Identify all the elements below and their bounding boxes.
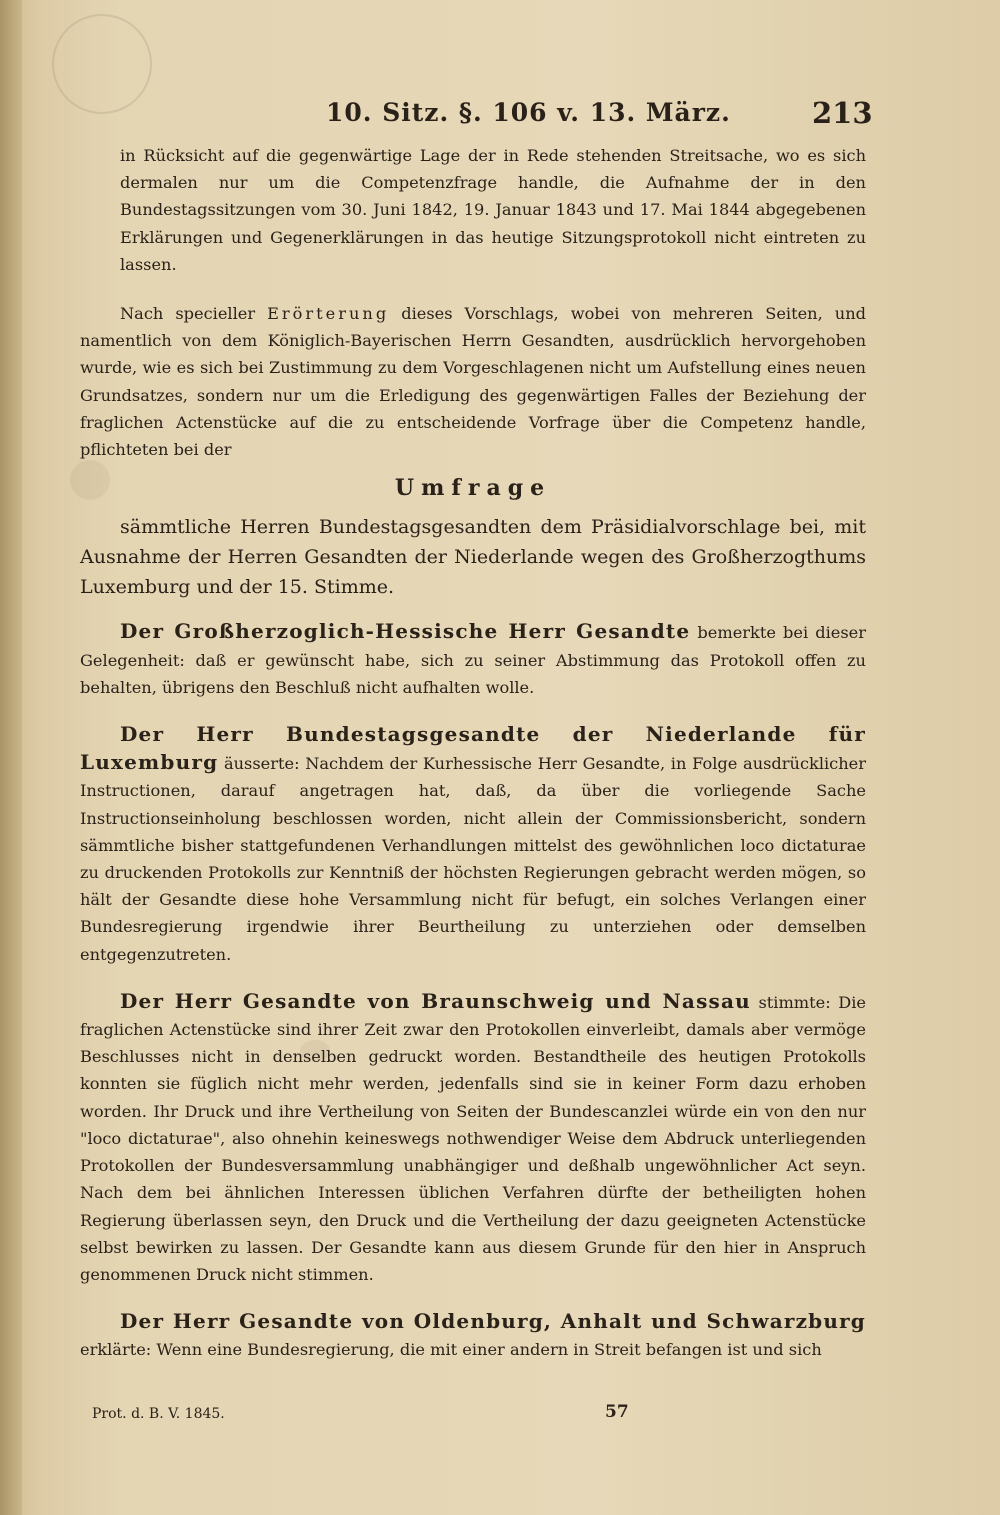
emphasized-word: Erörterung bbox=[267, 304, 390, 324]
paragraph-hessen bbox=[80, 618, 866, 701]
speaker-name: Der Herr Gesandte von Braunschweig und Nassau bbox=[120, 988, 751, 1013]
paragraph-vote-result: sämmtliche Herren Bundestagsgesandten dem Präsidialvorschlage bei, mit Ausnahme der Herren Gesandten der Niederlande wegen des Großherzogthums Luxemburg und der 15. Stimme. bbox=[80, 516, 866, 599]
sheet-number: 57 bbox=[605, 1402, 629, 1422]
paragraph-continuation: in Rücksicht auf die gegenwärtige Lage der in Rede stehenden Streitsache, wo es sich dermalen nur um die Competenzfrage handle, die Aufnahme der in den Bundestagssitzungen vom 30. Juni 1842, 19. Januar 1843 und 17. Mai 1844 abgegebenen Erklärungen und Gegenerklärungen in das heutige Sitzungsprotokoll nicht eintreten zu lassen. bbox=[120, 146, 866, 274]
speaker-name: Der Herr Bundestagsgesandte der Niederlande für Luxemburg bbox=[80, 722, 866, 775]
text-run: äusserte: Nachdem der Kurhessische Herr Gesandte, in Folge ausdrücklicher Instructionen, darauf angetragen hat, daß, da über die vorliegende Sache Instructionseinholung beschlossen worden, nicht allein der Commissionsbericht, sondern sämmtliche bisher stattgefundenen Verhandlungen mittelst des gewöhnlichen loco dictaturae zu druckenden Protokolls zur Kenntniß der höchsten Regierungen gebracht werden mögen, so hält der Gesandte diese hohe Versammlung nicht für befugt, ein solches Verlangen einer Bundesregierung irgendwie ihrer Beurtheilung zu unterziehen oder demselben entgegenzutreten. bbox=[80, 754, 866, 964]
running-head: 10. Sitz. §. 106 v. 13. März. bbox=[326, 98, 731, 127]
page-footer bbox=[0, 1400, 1000, 1430]
footer-signature: Prot. d. B. V. 1845. bbox=[92, 1406, 225, 1422]
running-header bbox=[0, 92, 1000, 136]
speaker-name: Der Großherzoglich-Hessische Herr Gesandte bbox=[120, 619, 691, 644]
text-run: Nach specieller bbox=[120, 304, 268, 324]
paragraph-oldenburg bbox=[80, 1308, 866, 1363]
text-run: stimmte: Die fraglichen Actenstücke sind ihrer Zeit zwar den Protokollen einverleibt, damals aber vermöge Beschlusses nicht in denselben gedruckt worden. Bestandtheile des heutigen Protokolls konnten sie füglich nicht mehr werden, jedenfalls sind sie in keiner Form dazu erhoben worden. Ihr Druck und ihre Vertheilung von Seiten der Bundescanzlei würde ein von den nur "loco dictaturae", also ohnehin keineswegs nothwendiger Weise dem Abdruck unterliegenden Protokollen der Bundesversammlung unabhängiger und deßhalb ungewöhnlicher Act seyn. Nach dem bei ähnlichen Interessen üblichen Verfahren dürfte der betheiligten hohen Regierung überlassen seyn, den Druck und die Vertheilung der dazu geeigneten Actenstücke selbst bewirken zu lassen. Der Gesandte kann aus diesem Grunde für den hier in Anspruch genommenen Druck nicht stimmen. bbox=[80, 992, 866, 1284]
section-heading-umfrage: Umfrage bbox=[394, 475, 552, 502]
paragraph-braunschweig-nassau bbox=[80, 988, 866, 1288]
text-run: bemerkte bei dieser Gelegenheit: daß er gewünscht habe, sich zu seiner Abstimmung das Protokoll offen zu behalten, übrigens den Beschluß nicht aufhalten wolle. bbox=[80, 623, 866, 697]
paragraph-luxemburg bbox=[80, 721, 866, 968]
binding-gutter bbox=[0, 0, 22, 1515]
page-number: 213 bbox=[812, 96, 873, 130]
paragraph-erorterung bbox=[80, 300, 866, 463]
text-run: erklärte: Wenn eine Bundesregierung, die mit einer andern in Streit befangen ist und sich bbox=[80, 1340, 822, 1360]
text-run: dieses Vorschlags, wobei von mehreren Seiten, und namentlich von dem Königlich-Bayerischen Herrn Gesandten, ausdrücklich hervorgehoben wurde, wie es sich bei Zustimmung zu dem Vorgeschlagenen nicht um Aufstellung eines neuen Grundsatzes, sondern nur um die Erledigung des gegenwärtigen Falles der Beziehung der fraglichen Actenstücke auf die zu entscheidende Vorfrage über die Competenz handle, pflichteten bei der bbox=[80, 304, 866, 460]
body-text bbox=[80, 142, 866, 1384]
speaker-name: Der Herr Gesandte von Oldenburg, Anhalt und Schwarzburg bbox=[120, 1309, 866, 1334]
